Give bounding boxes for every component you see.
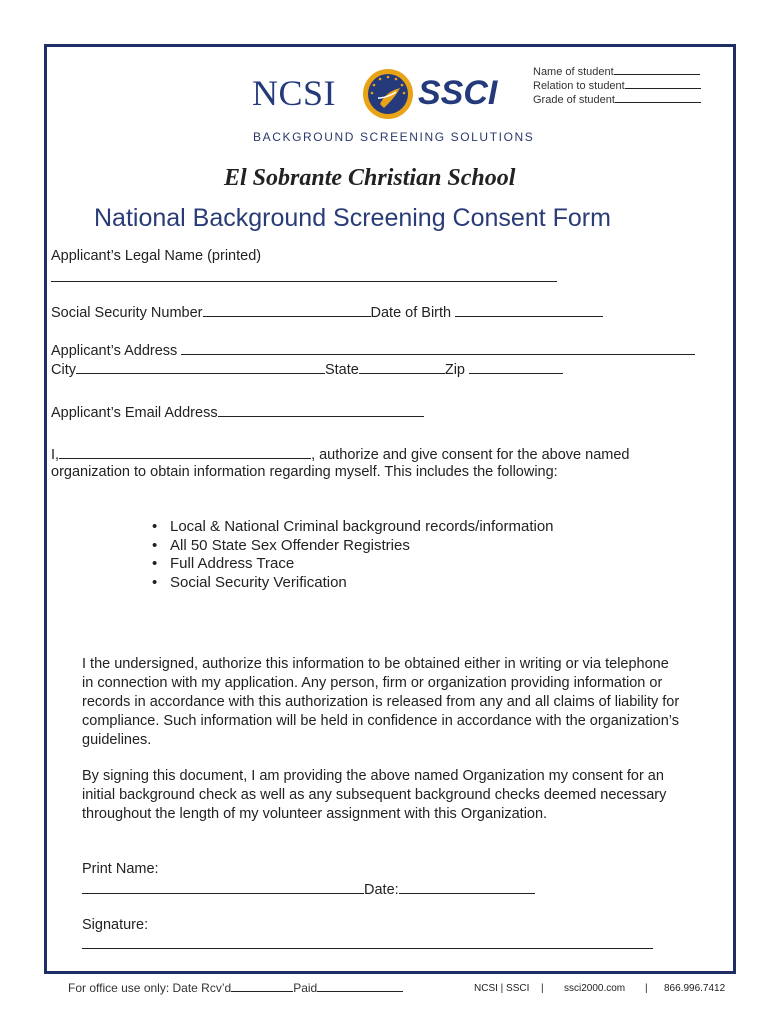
student-name-blank[interactable]: [614, 64, 700, 75]
paid-blank[interactable]: [317, 981, 403, 992]
ssn-blank[interactable]: [203, 303, 371, 317]
school-name: El Sobrante Christian School: [224, 165, 516, 191]
ssn-dob-row: Social Security Number Date of Birth: [51, 303, 603, 321]
seal-logo-icon: [362, 68, 414, 120]
email-row: Applicant’s Email Address: [51, 403, 424, 421]
footer-separator-2: |: [645, 983, 648, 994]
authorization-paragraph: I the undersigned, authorize this information to be obtained either in writing or via telephone in connection with my application. Any person, firm or organization providing information or records in accordance with this authorization is released from any and all claims of liability for compliance. Such information will be held in confidence in accordance with the organization’s guidelines.: [82, 656, 680, 748]
consent-line-1: I, , authorize and give consent for the above named: [51, 447, 630, 463]
date-received-blank[interactable]: [231, 981, 293, 992]
office-use-row: For office use only: Date Rcv’d Paid: [68, 981, 403, 995]
logo-ssci-text: SSCI: [418, 74, 498, 112]
legal-name-blank[interactable]: [51, 268, 557, 282]
student-grade-field: Grade of student: [533, 92, 701, 107]
state-blank[interactable]: [359, 360, 445, 374]
check-item: • Local & National Criminal background records/information: [170, 518, 554, 537]
signature-label: Signature:: [82, 917, 149, 933]
print-name-blank[interactable]: [82, 880, 364, 894]
address-blank[interactable]: [181, 341, 695, 355]
address-row: Applicant’s Address: [51, 341, 695, 359]
form-title: National Background Screening Consent Form: [94, 204, 611, 232]
email-blank[interactable]: [218, 403, 424, 417]
footer-company: NCSI | SSCI: [474, 983, 530, 994]
city-state-zip-row: City State Zip: [51, 360, 563, 378]
student-name-field: Name of student: [533, 64, 700, 79]
zip-blank[interactable]: [469, 360, 563, 374]
student-relation-field: Relation to student: [533, 78, 701, 93]
footer-website: ssci2000.com: [564, 983, 626, 994]
footer-phone: 866.996.7412: [664, 983, 726, 994]
check-item: • All 50 State Sex Offender Registries: [170, 537, 554, 556]
logo-tagline: BACKGROUND SCREENING SOLUTIONS: [253, 130, 535, 144]
dob-blank[interactable]: [455, 303, 603, 317]
logo-ncsi-text: NCSI: [252, 73, 337, 113]
consent-name-blank[interactable]: [59, 445, 311, 459]
date-blank[interactable]: [399, 880, 535, 894]
student-grade-blank[interactable]: [615, 92, 701, 103]
student-relation-blank[interactable]: [625, 78, 701, 89]
checks-list: [152, 518, 554, 592]
consent-line-2: organization to obtain information regarding myself. This includes the following:: [51, 464, 558, 480]
check-item: • Social Security Verification: [170, 574, 554, 593]
footer-separator: |: [541, 983, 544, 994]
check-item: • Full Address Trace: [170, 555, 554, 574]
print-name-row: Date:: [82, 880, 535, 898]
print-name-label: Print Name:: [82, 861, 159, 877]
city-blank[interactable]: [76, 360, 325, 374]
signing-paragraph: By signing this document, I am providing the above named Organization my consent for an initial background check as well as any subsequent background checks deemed necessary throughout the length of my volunteer assignment with this Organization.: [82, 768, 667, 822]
signature-blank[interactable]: [82, 935, 653, 949]
legal-name-label: Applicant’s Legal Name (printed): [51, 248, 262, 264]
